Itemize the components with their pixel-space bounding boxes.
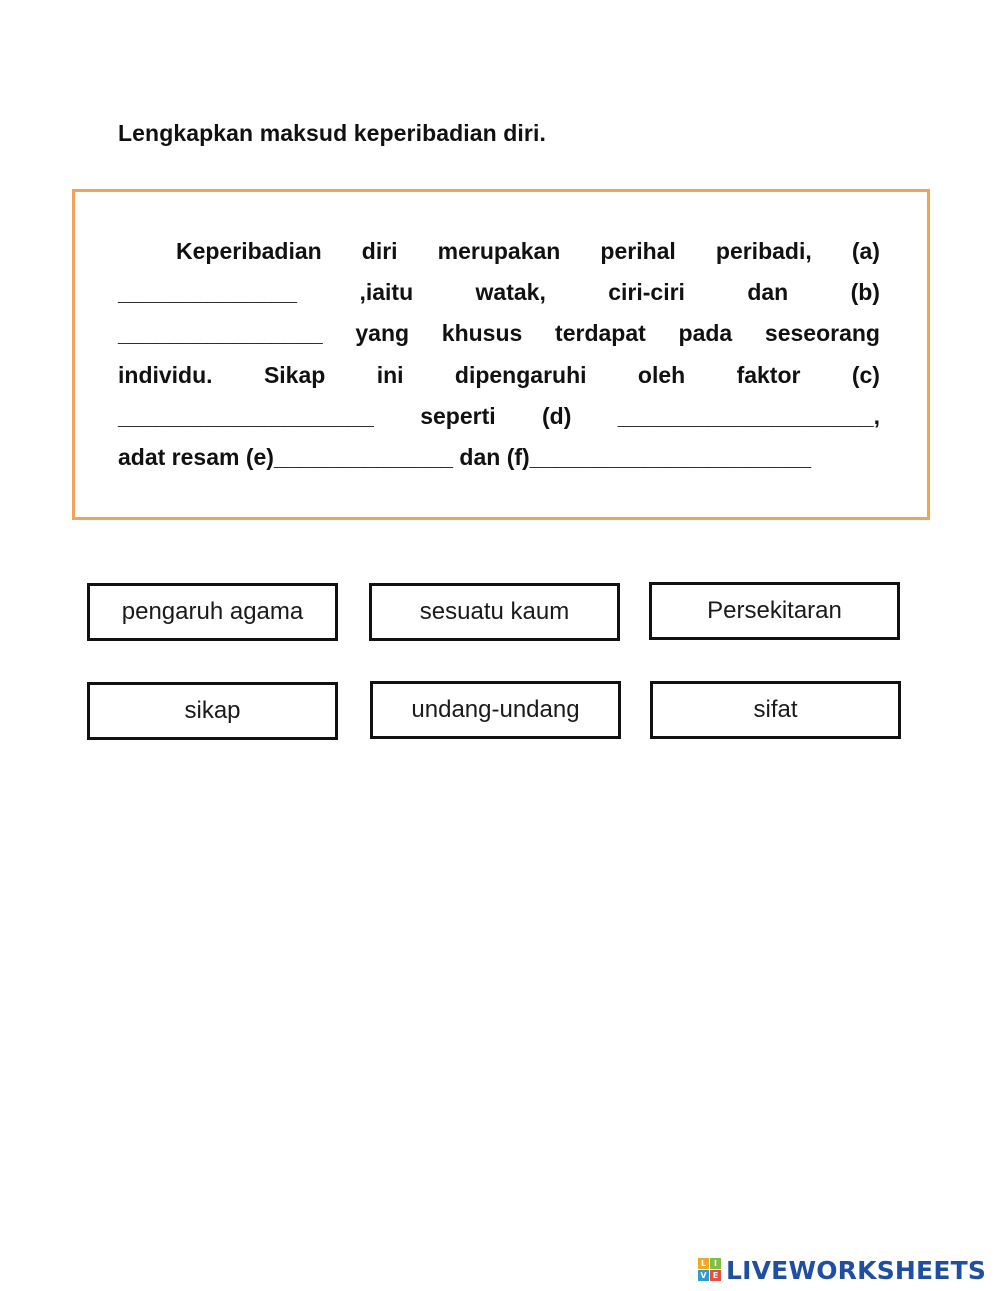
logo-square: E xyxy=(710,1270,721,1281)
word-card-sesuatu-kaum[interactable]: sesuatu kaum xyxy=(369,583,620,641)
instruction-heading: Lengkapkan maksud keperibadian diri. xyxy=(118,120,546,146)
passage-word: perihal xyxy=(600,238,676,264)
logo-text: LIVEWORKSHEETS xyxy=(726,1255,987,1285)
passage-word: (c) xyxy=(851,362,880,388)
passage-word: dan xyxy=(747,279,789,305)
blank-c[interactable]: ____________________ xyxy=(118,403,374,429)
passage-word: seperti xyxy=(420,403,496,429)
passage-word: merupakan xyxy=(437,238,561,264)
passage-line-1 xyxy=(176,236,880,266)
passage-word: (a) xyxy=(851,238,880,264)
passage-word: (d) xyxy=(542,403,572,429)
passage-word: Keperibadian xyxy=(176,238,322,264)
passage-line-6 xyxy=(118,442,880,472)
passage-word: dipengaruhi xyxy=(454,362,587,388)
passage-word: oleh xyxy=(637,362,686,388)
passage-line-2 xyxy=(118,277,880,307)
passage-word: terdapat xyxy=(555,320,646,346)
passage-word: ,iaitu xyxy=(359,279,414,305)
word-card-sikap[interactable]: sikap xyxy=(87,682,338,740)
word-card-pengaruh-agama[interactable]: pengaruh agama xyxy=(87,583,338,641)
word-card-undang-undang[interactable]: undang-undang xyxy=(370,681,621,739)
passage-word: seseorang xyxy=(764,320,880,346)
blank-d[interactable]: ____________________, xyxy=(617,403,880,429)
passage-word: peribadi, xyxy=(715,238,812,264)
passage-word: faktor xyxy=(736,362,801,388)
logo-square: V xyxy=(698,1270,709,1281)
logo-square: L xyxy=(698,1258,709,1269)
passage-word: pada xyxy=(678,320,733,346)
passage-line-3 xyxy=(118,318,880,348)
passage-word: khusus xyxy=(441,320,523,346)
word-card-sifat[interactable]: sifat xyxy=(650,681,901,739)
blank-b[interactable]: ________________ xyxy=(118,320,323,346)
passage-word: Sikap xyxy=(263,362,326,388)
logo-squares-icon xyxy=(698,1258,722,1282)
passage-word: ini xyxy=(376,362,404,388)
passage-word: diri xyxy=(361,238,398,264)
logo-square: I xyxy=(710,1258,721,1269)
passage-word: (b) xyxy=(850,279,880,305)
passage-line-5 xyxy=(118,401,880,431)
passage-word: ciri-ciri xyxy=(608,279,685,305)
word-card-persekitaran[interactable]: Persekitaran xyxy=(649,582,900,640)
blank-a[interactable]: ______________ xyxy=(118,279,298,305)
passage-word: yang xyxy=(355,320,410,346)
passage-last-line[interactable]: adat resam (e)______________ dan (f)______________________ xyxy=(118,444,812,470)
passage-line-4 xyxy=(118,360,880,390)
passage-word: watak, xyxy=(475,279,546,305)
liveworksheets-logo xyxy=(698,1255,986,1285)
passage-word: individu. xyxy=(118,362,213,388)
